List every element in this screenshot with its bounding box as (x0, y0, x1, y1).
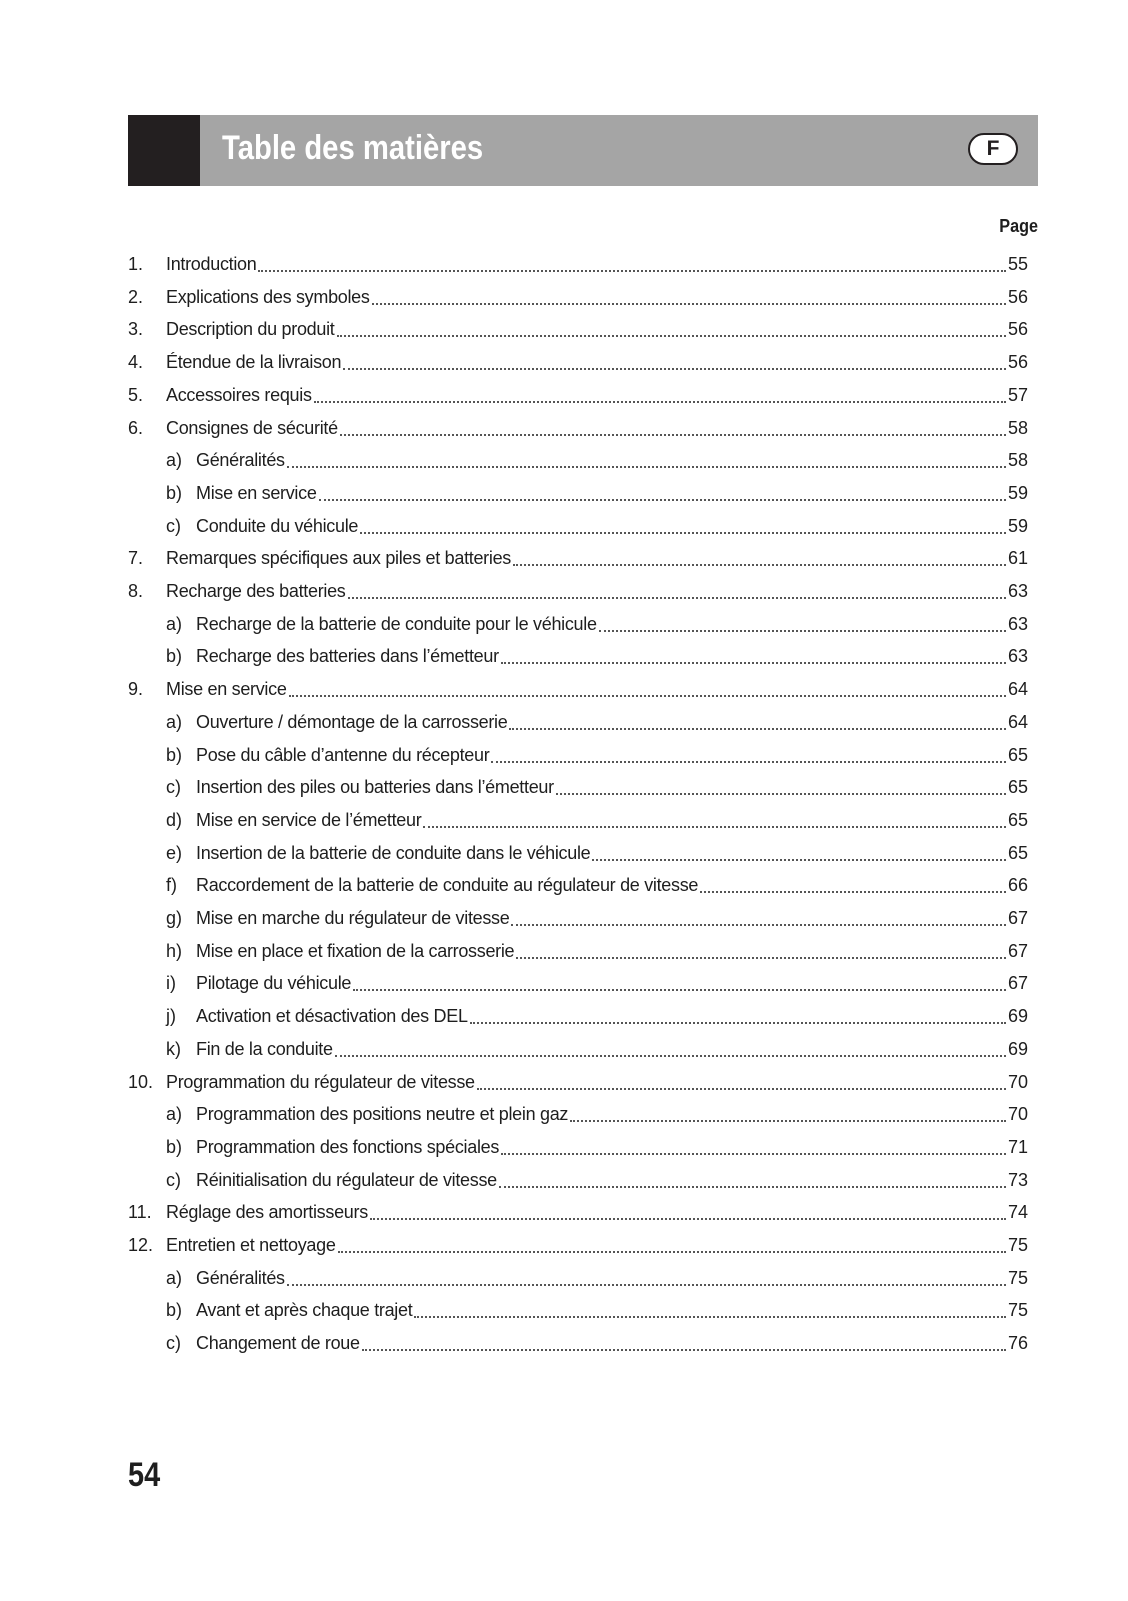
toc-entry-page: 65 (1007, 842, 1028, 863)
toc-entry (0, 935, 1128, 968)
toc-entry-number: c) (166, 777, 181, 798)
toc-dot-leader (338, 1250, 1006, 1253)
toc-dot-leader (343, 367, 1006, 370)
toc-entry-number: g) (166, 908, 183, 928)
toc-entry-title: Remarques spécifiques aux piles et batteries (166, 548, 511, 569)
toc-entry-number: h) (166, 940, 183, 961)
toc-entry-number: a) (166, 1267, 183, 1288)
toc-entry (0, 379, 1128, 412)
toc-entry-number: c) (166, 515, 181, 536)
toc-entry (0, 444, 1128, 477)
toc-entry-line (196, 1164, 1028, 1197)
toc-entry-line (196, 739, 1028, 772)
toc-entry-number: b) (166, 1136, 183, 1157)
toc-entry (0, 477, 1128, 510)
toc-entry-page: 65 (1007, 744, 1028, 765)
toc-entry-number: 7. (128, 548, 144, 569)
toc-entry-page: 64 (1007, 711, 1028, 732)
toc-entry-number: 11. (128, 1202, 152, 1223)
toc-entry (0, 1229, 1128, 1262)
toc-entry-line (196, 902, 1028, 935)
toc-entry-title: Raccordement de la batterie de conduite au régulateur de vitesse (196, 875, 699, 896)
toc-entry-line (166, 248, 1028, 281)
toc-entry-line (196, 444, 1028, 477)
toc-entry-number: 12. (128, 1235, 154, 1255)
toc-entry-line (196, 771, 1028, 804)
header-bar (128, 115, 1038, 186)
toc-entry-number: b) (166, 646, 183, 667)
toc-entry-line (196, 706, 1028, 739)
toc-entry-title: Mise en marche du régulateur de vitesse (196, 908, 510, 928)
toc-entry (0, 706, 1128, 739)
toc-entry-line (166, 542, 1028, 575)
toc-entry-line (196, 1000, 1028, 1033)
toc-entry-page: 67 (1007, 908, 1028, 928)
toc-entry-title: Mise en service de l’émetteur (196, 809, 422, 830)
toc-entry-page: 63 (1007, 646, 1028, 667)
toc-entry (0, 1098, 1128, 1131)
toc-entry-page: 64 (1007, 679, 1028, 700)
toc-entry-number: a) (166, 1104, 183, 1125)
toc-dot-leader (287, 465, 1006, 468)
footer-page-number: 54 (128, 1456, 161, 1494)
toc-entry-number: b) (166, 744, 183, 765)
toc-entry-line (196, 1262, 1028, 1295)
toc-entry (0, 1327, 1128, 1360)
toc-entry-number: a) (166, 613, 183, 634)
toc-entry-number: 4. (128, 352, 144, 373)
toc-entry-page: 58 (1007, 417, 1028, 438)
toc-dot-leader (362, 1348, 1006, 1351)
toc-entry-number: b) (166, 482, 183, 503)
toc-entry-title: Ouverture / démontage de la carrosserie (196, 711, 508, 732)
toc-dot-leader (513, 563, 1006, 566)
toc-entry-page: 65 (1007, 809, 1028, 830)
toc-entry (0, 1033, 1128, 1066)
toc-entry (0, 608, 1128, 641)
toc-entry (0, 346, 1128, 379)
toc-entry-title: Programmation des fonctions spéciales (196, 1136, 500, 1157)
toc-dot-leader (353, 988, 1006, 991)
toc-entry (0, 248, 1128, 281)
toc-entry-title: Réinitialisation du régulateur de vitesse (196, 1169, 497, 1190)
toc-entry-line (166, 1066, 1028, 1099)
toc-entry-title: Mise en place et fixation de la carrosserie (196, 940, 515, 961)
toc-dot-leader (470, 1021, 1006, 1024)
toc-entry-page: 75 (1007, 1300, 1028, 1321)
toc-entry-title: Avant et après chaque trajet (196, 1300, 413, 1321)
toc-entry-number: 1. (128, 254, 144, 274)
header-block (128, 115, 200, 186)
toc-dot-leader (340, 433, 1006, 436)
toc-entry-line (196, 640, 1028, 673)
toc-dot-leader (499, 1185, 1006, 1188)
toc-dot-leader (337, 334, 1006, 337)
toc-dot-leader (348, 596, 1006, 599)
toc-entry (0, 804, 1128, 837)
toc-entry (0, 1164, 1128, 1197)
toc-entry-line (196, 869, 1028, 902)
toc-entry-number: f) (166, 875, 177, 896)
toc-entry-number: 3. (128, 319, 144, 340)
toc-entry-page: 69 (1007, 1006, 1028, 1027)
toc-dot-leader (491, 760, 1006, 763)
page-title: Table des matières (222, 129, 484, 167)
toc-entry (0, 510, 1128, 543)
toc-entry-line (196, 967, 1028, 1000)
toc-entry (0, 673, 1128, 706)
toc-entry-title: Fin de la conduite (196, 1038, 333, 1059)
toc-entry-title: Recharge des batteries dans l’émetteur (196, 646, 499, 667)
toc-entry (0, 967, 1128, 1000)
toc-entry-title: Programmation du régulateur de vitesse (166, 1071, 475, 1092)
toc-entry-page: 76 (1007, 1333, 1028, 1354)
toc-entry-line (166, 575, 1028, 608)
toc-entry-page: 61 (1007, 548, 1028, 569)
toc-entry-title: Insertion des piles ou batteries dans l’émetteur (196, 777, 554, 798)
toc-entry-title: Mise en service (196, 482, 317, 503)
toc-entry-title: Généralités (196, 450, 285, 471)
toc-entry-title: Description du produit (166, 319, 335, 340)
toc-entry (0, 575, 1128, 608)
toc-entry-number: 5. (128, 384, 144, 405)
toc-entry-line (166, 1229, 1028, 1262)
toc-entry (0, 1131, 1128, 1164)
toc-dot-leader (501, 1152, 1006, 1155)
toc-entry-line (196, 1033, 1028, 1066)
toc-entry-line (166, 379, 1028, 412)
toc-entry-page: 56 (1007, 286, 1028, 307)
toc-dot-leader (287, 1283, 1006, 1286)
toc-entry-number: d) (166, 809, 183, 830)
toc-entry-title: Introduction (166, 254, 257, 274)
toc-entry-page: 75 (1007, 1267, 1028, 1288)
toc-entry (0, 1196, 1128, 1229)
toc-dot-leader (372, 302, 1006, 305)
toc-entry (0, 1294, 1128, 1327)
toc-entry-title: Pilotage du véhicule (196, 973, 352, 994)
toc-entry-title: Consignes de sécurité (166, 417, 338, 438)
toc-entry-title: Insertion de la batterie de conduite dans le véhicule (196, 842, 591, 863)
toc-dot-leader (599, 629, 1006, 632)
toc-dot-leader (360, 531, 1006, 534)
toc-entry-line (196, 1327, 1028, 1360)
toc-dot-leader (319, 498, 1006, 501)
toc-entry-page: 70 (1007, 1071, 1028, 1092)
toc-entry-line (166, 313, 1028, 346)
toc-entry-line (166, 412, 1028, 445)
toc-entry (0, 869, 1128, 902)
toc-entry-number: i) (166, 973, 176, 994)
toc-entry-number: 2. (128, 286, 144, 307)
toc-entry-page: 69 (1007, 1038, 1028, 1059)
toc-entry-page: 75 (1007, 1235, 1028, 1255)
toc-entry-page: 73 (1007, 1169, 1028, 1190)
toc-entry-page: 56 (1007, 352, 1028, 373)
toc-entry (0, 313, 1128, 346)
toc-entry-page: 65 (1007, 777, 1028, 798)
toc-dot-leader (314, 400, 1006, 403)
toc-dot-leader (509, 727, 1006, 730)
toc-entry-line (166, 673, 1028, 706)
toc-entry-page: 56 (1007, 319, 1028, 340)
toc-entry-line (196, 608, 1028, 641)
toc-entry-title: Conduite du véhicule (196, 515, 359, 536)
toc-entry (0, 412, 1128, 445)
toc-entry-title: Explications des symboles (166, 286, 370, 307)
toc-entry-title: Entretien et nettoyage (166, 1235, 336, 1255)
toc-entry-number: c) (166, 1333, 181, 1354)
toc-entry-title: Recharge des batteries (166, 581, 346, 601)
toc-entry-page: 57 (1007, 384, 1028, 405)
toc-entry-page: 74 (1007, 1202, 1028, 1223)
toc-dot-leader (501, 661, 1006, 664)
toc-entry-title: Accessoires requis (166, 384, 312, 405)
toc-dot-leader (414, 1315, 1006, 1318)
toc-entry (0, 542, 1128, 575)
toc-dot-leader (511, 923, 1005, 926)
toc-dot-leader (289, 694, 1006, 697)
toc-entry-title: Pose du câble d’antenne du récepteur (196, 744, 490, 765)
toc-entry-line (196, 837, 1028, 870)
toc-entry-title: Activation et désactivation des DEL (196, 1006, 468, 1027)
toc-entry-line (196, 1131, 1028, 1164)
toc-entry-line (166, 281, 1028, 314)
toc-entry (0, 1000, 1128, 1033)
toc-entry-page: 66 (1007, 875, 1028, 896)
toc-entry-number: 8. (128, 581, 144, 601)
toc-entry-title: Programmation des positions neutre et plein gaz (196, 1104, 569, 1125)
toc-entry-line (196, 935, 1028, 968)
toc-entry-line (196, 477, 1028, 510)
toc-dot-leader (477, 1087, 1006, 1090)
toc-dot-leader (423, 825, 1006, 828)
toc-entry-title: Changement de roue (196, 1333, 360, 1354)
toc-entry-number: a) (166, 450, 183, 471)
toc-entry (0, 1066, 1128, 1099)
toc-entry-number: c) (166, 1169, 181, 1190)
toc-dot-leader (570, 1119, 1006, 1122)
toc-dot-leader (516, 956, 1006, 959)
toc-dot-leader (556, 792, 1006, 795)
toc-entry-title: Recharge de la batterie de conduite pour le véhicule (196, 613, 597, 634)
toc-entry (0, 281, 1128, 314)
toc-entry-page: 59 (1007, 482, 1028, 503)
toc-entry-line (196, 510, 1028, 543)
toc-entry-line (166, 346, 1028, 379)
toc-entry-number: b) (166, 1300, 183, 1321)
toc-entry-number: a) (166, 711, 183, 732)
toc-entry-line (196, 804, 1028, 837)
toc-entry-page: 67 (1007, 940, 1028, 961)
toc-entry-title: Étendue de la livraison (166, 352, 342, 373)
toc-entry-line (196, 1294, 1028, 1327)
toc-entry-page: 58 (1007, 450, 1028, 471)
toc-entry-page: 59 (1007, 515, 1028, 536)
toc-entry-number: 9. (128, 679, 144, 700)
toc-entry-line (166, 1196, 1028, 1229)
toc-entry-page: 71 (1007, 1136, 1028, 1157)
toc-entry-page: 67 (1007, 973, 1028, 994)
toc-dot-leader (592, 858, 1006, 861)
toc-entry-number: 6. (128, 417, 144, 438)
toc-entry (0, 739, 1128, 772)
toc-entry-title: Mise en service (166, 679, 287, 700)
toc-entry-page: 70 (1007, 1104, 1028, 1125)
toc-entry-number: j) (166, 1006, 176, 1027)
page-column-label: Page (999, 216, 1038, 236)
toc-dot-leader (335, 1054, 1006, 1057)
toc-entry-number: k) (166, 1038, 181, 1059)
toc-entry-number: e) (166, 842, 183, 863)
toc-entry (0, 640, 1128, 673)
toc-entry (0, 771, 1128, 804)
toc-dot-leader (700, 890, 1006, 893)
language-badge: F (968, 133, 1018, 165)
toc-entry-line (196, 1098, 1028, 1131)
toc-entry (0, 837, 1128, 870)
toc-entry-page: 63 (1007, 581, 1028, 601)
toc-entry (0, 1262, 1128, 1295)
toc-dot-leader (370, 1217, 1006, 1220)
toc-entry-page: 55 (1007, 254, 1028, 274)
toc-entry-number: 10. (128, 1071, 154, 1092)
toc-dot-leader (258, 269, 1006, 272)
toc-entry-page: 63 (1007, 613, 1028, 634)
toc-entry (0, 902, 1128, 935)
toc-entry-title: Réglage des amortisseurs (166, 1202, 368, 1223)
toc-entry-title: Généralités (196, 1267, 285, 1288)
